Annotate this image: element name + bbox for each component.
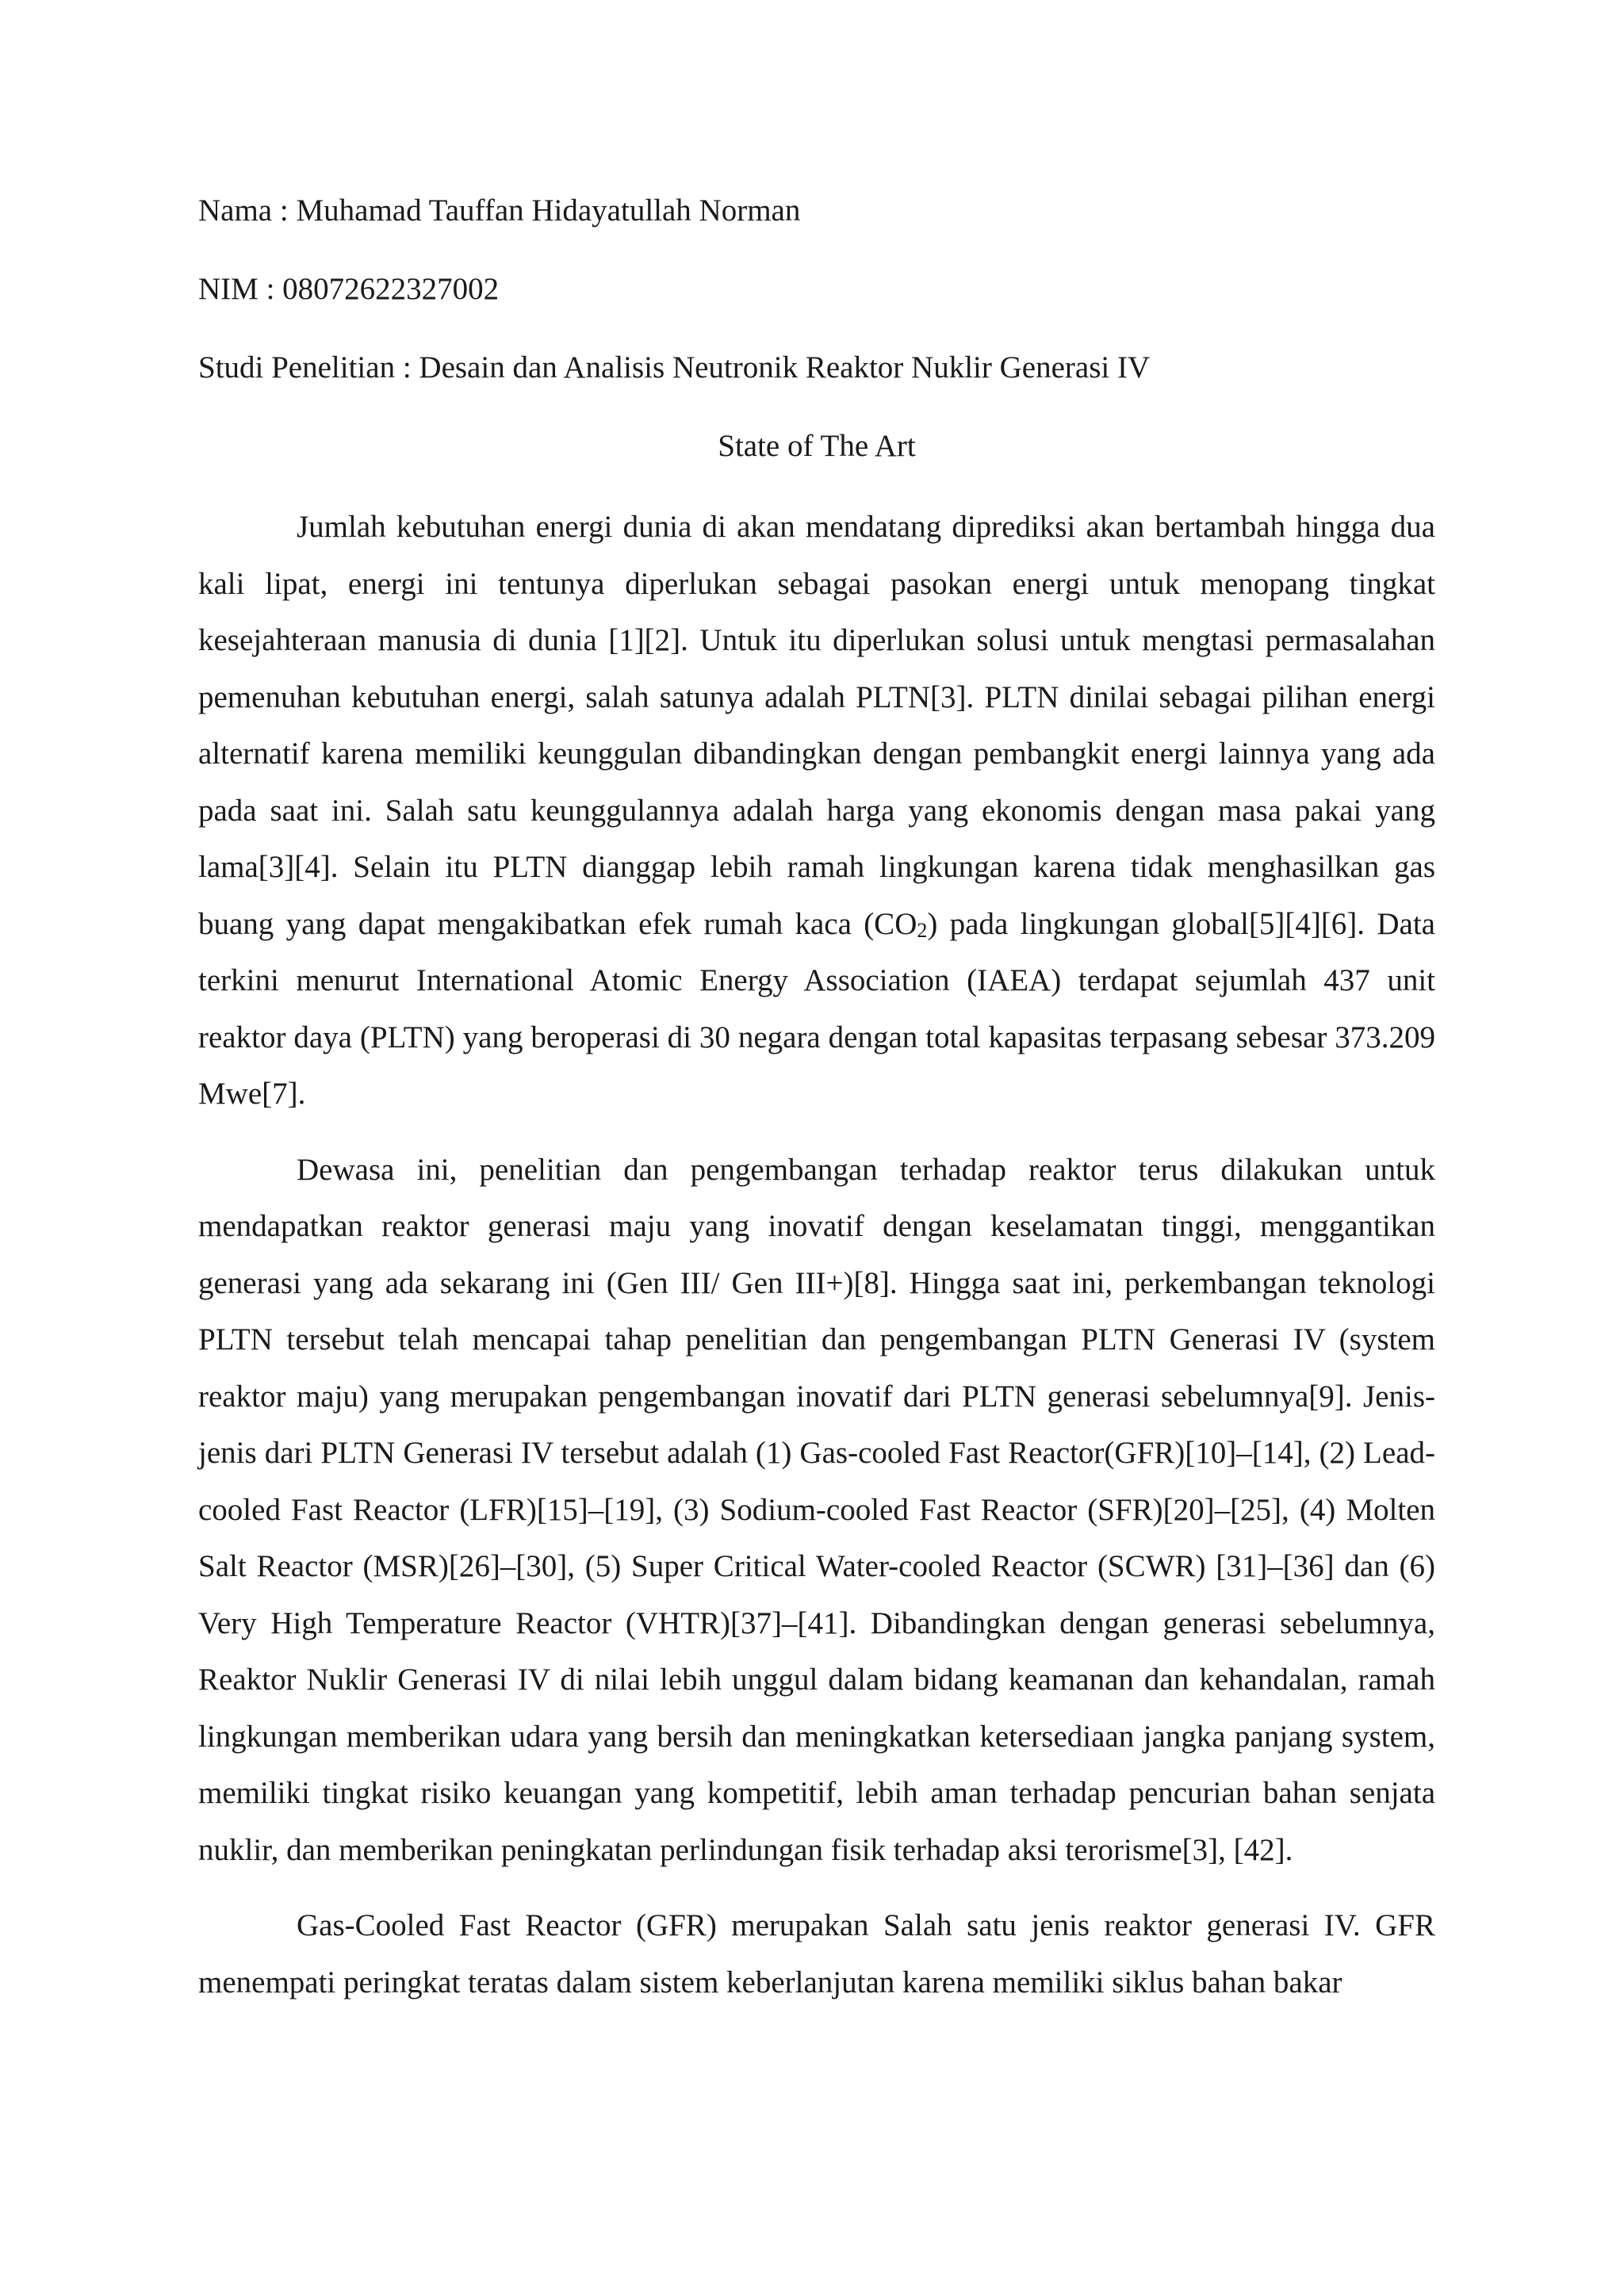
co2-subscript: 2	[917, 918, 928, 942]
section-title: State of The Art	[718, 429, 916, 463]
document-page	[198, 190, 1435, 2011]
paragraph-1-text-a: Jumlah kebutuhan energi dunia di akan mendatang diprediksi akan bertambah hingga dua kali lipat, energi ini tentunya diperlukan sebagai pasokan energi untuk menopang tingkat kesejahteraan manusia di dunia [1][2]. Untuk itu diperlukan solusi untuk mengtasi permasalahan pemenuhan kebutuhan energi, salah satunya adalah PLTN[3]. PLTN dinilai sebagai pilihan energi alternatif karena memiliki keunggulan dibandingkan dengan pembangkit energi lainnya yang ada pada saat ini. Salah satu keunggulannya adalah harga yang ekonomis dengan masa pakai yang lama[3][4]. Selain itu PLTN dianggap lebih ramah lingkungan karena tidak menghasilkan gas buang yang dapat mengakibatkan efek rumah kaca (CO	[198, 510, 1435, 941]
paragraph-2: Dewasa ini, penelitian dan pengembangan terhadap reaktor terus dilakukan untuk mendapatkan reaktor generasi maju yang inovatif dengan keselamatan tinggi, menggantikan generasi yang ada sekarang ini (Gen III/ Gen III+)[8]. Hingga saat ini, perkembangan teknologi PLTN tersebut telah mencapai tahap penelitian dan pengembangan PLTN Generasi IV (system reaktor maju) yang merupakan pengembangan inovatif dari PLTN generasi sebelumnya[9]. Jenis-jenis dari PLTN Generasi IV tersebut adalah (1) Gas-cooled Fast Reactor(GFR)[10]–[14], (2) Lead-cooled Fast Reactor (LFR)[15]–[19], (3) Sodium-cooled Fast Reactor (SFR)[20]–[25], (4) Molten Salt Reactor (MSR)[26]–[30], (5) Super Critical Water-cooled Reactor (SCWR) [31]–[36] dan (6) Very High Temperature Reactor (VHTR)[37]–[41]. Dibandingkan dengan generasi sebelumnya, Reaktor Nuklir Generasi IV di nilai lebih unggul dalam bidang keamanan dan kehandalan, ramah lingkungan memberikan udara yang bersih dan meningkatkan ketersediaan jangka panjang system, memiliki tingkat risiko keuangan yang kompetitif, lebih aman terhadap pencurian bahan senjata nuklir, dan memberikan peningkatan perlindungan fisik terhadap aksi terorisme[3], [42].	[198, 1152, 1435, 1867]
paragraph-3: Gas-Cooled Fast Reactor (GFR) merupakan Salah satu jenis reaktor generasi IV. GFR menempati peringkat teratas dalam sistem keberlanjutan karena memiliki siklus bahan bakar	[198, 1908, 1435, 1999]
student-name: Nama : Muhamad Tauffan Hidayatullah Norman	[198, 193, 801, 228]
paragraph-1-text-b: ) pada lingkungan global[5][4][6]. Data terkini menurut International Atomic Energy Association (IAEA) terdapat sejumlah 437 unit reaktor daya (PLTN) yang beroperasi di 30 negara dengan total kapasitas terpasang sebesar 373.209 Mwe[7].	[198, 906, 1435, 1111]
research-study: Studi Penelitian : Desain dan Analisis Neutronik Reaktor Nuklir Generasi IV	[198, 350, 1151, 385]
student-nim: NIM : 08072622327002	[198, 272, 500, 306]
paragraph-1	[198, 499, 1435, 1123]
